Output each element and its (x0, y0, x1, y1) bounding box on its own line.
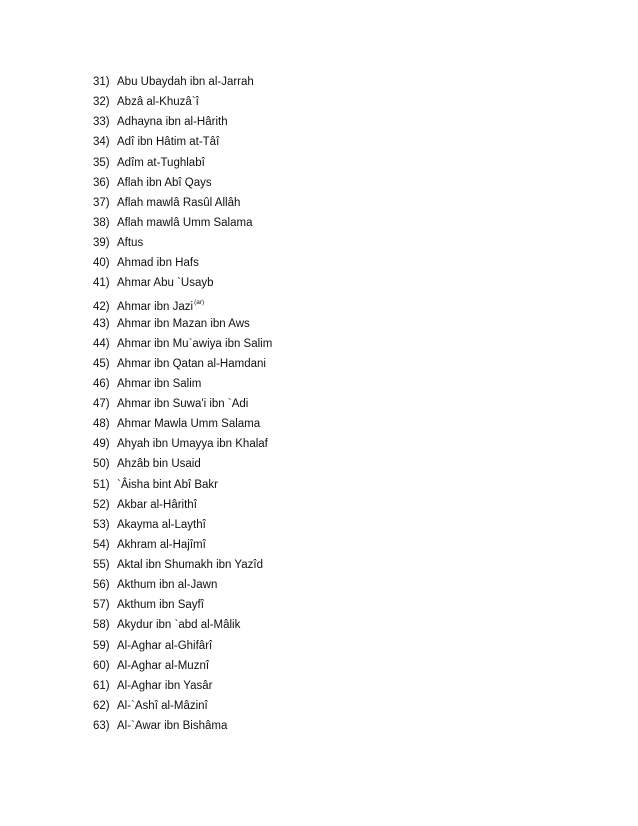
item-number: 49) (93, 438, 110, 451)
item-number: 59) (93, 639, 110, 652)
item-name: Adhayna ibn al-Hârith (117, 116, 228, 129)
list-item (93, 434, 272, 454)
item-number: 57) (93, 599, 110, 612)
item-name: Ahzâb bin Usaid (117, 458, 201, 471)
list-item (93, 716, 272, 736)
item-name: Abzâ al-Khuzâ`î (117, 96, 199, 109)
list-item (93, 676, 272, 696)
item-number: 46) (93, 377, 110, 390)
item-number: 41) (93, 277, 110, 290)
item-name: Ahmar ibn Jazi (117, 301, 194, 314)
list-item (93, 615, 272, 635)
item-name: Adî ibn Hâtim at-Tâî (117, 136, 220, 149)
item-number: 56) (93, 579, 110, 592)
list-item (93, 636, 272, 656)
item-number: 40) (93, 257, 110, 270)
item-name: Aftus (117, 237, 144, 249)
item-number: 33) (93, 116, 110, 129)
list-item (93, 354, 272, 374)
list-item (93, 253, 272, 273)
item-number: 51) (93, 478, 110, 491)
item-number: 44) (93, 337, 110, 350)
item-name: Al-`Ashî al-Mâzinî (117, 699, 208, 712)
list-item (93, 575, 272, 595)
item-number: 47) (93, 398, 110, 410)
list-item (93, 595, 272, 615)
item-number: 42) (93, 301, 110, 314)
list-item (93, 696, 272, 716)
item-name: Al-Aghar al-Muznî (117, 659, 210, 672)
item-name: Ahmar Abu `Usayb (117, 277, 214, 290)
item-name: Akthum ibn Sayfî (117, 599, 204, 612)
list-item (93, 394, 272, 414)
list-item (93, 92, 272, 112)
list-item (93, 414, 272, 434)
item-number: 63) (93, 720, 110, 732)
item-name: Ahyah ibn Umayya ibn Khalaf (117, 438, 268, 451)
item-name: Aflah ibn Abî Qays (117, 176, 212, 189)
item-name: Aflah mawlâ Rasûl Allâh (117, 196, 241, 209)
item-number: 54) (93, 538, 110, 551)
list-item (93, 374, 272, 394)
item-name: Ahmar Mawla Umm Salama (117, 418, 261, 431)
item-name: Ahmad ibn Hafs (117, 257, 199, 270)
item-number: 61) (93, 679, 110, 692)
list-item (93, 293, 272, 313)
list-item (93, 515, 272, 535)
item-name: `Âisha bint Abî Bakr (117, 478, 218, 491)
item-number: 37) (93, 196, 110, 209)
list-item (93, 193, 272, 213)
item-name: Adîm at-Tughlabî (117, 156, 205, 169)
item-number: 32) (93, 96, 110, 109)
item-number: 43) (93, 317, 110, 330)
item-number: 60) (93, 659, 110, 672)
item-number: 34) (93, 136, 110, 149)
list-item (93, 213, 272, 233)
item-number: 45) (93, 357, 110, 370)
item-name: Akydur ibn `abd al-Mâlik (117, 619, 241, 632)
item-number: 38) (93, 216, 110, 229)
item-name: Aflah mawlâ Umm Salama (117, 216, 253, 229)
item-name: Ahmar ibn Mu`awiya ibn Salim (117, 337, 273, 350)
list-item (93, 132, 272, 152)
list-item (93, 475, 272, 495)
numbered-name-list (93, 72, 272, 736)
item-name: Ahmar ibn Salim (117, 377, 202, 390)
list-item (93, 173, 272, 193)
item-number: 55) (93, 559, 110, 571)
list-item (93, 495, 272, 515)
item-name: Akayma al-Laythî (117, 518, 206, 531)
item-name: Ahmar ibn Suwa'i ibn `Adi (117, 398, 249, 410)
item-number: 53) (93, 518, 110, 531)
list-item (93, 454, 272, 474)
item-name: Al-Aghar ibn Yasâr (117, 679, 213, 692)
item-name: Al-Aghar al-Ghifârî (117, 639, 213, 652)
item-superscript: (ar) (194, 299, 205, 307)
item-number: 62) (93, 699, 110, 712)
list-item (93, 112, 272, 132)
item-number: 31) (93, 76, 110, 88)
item-name: Abu Ubaydah ibn al-Jarrah (117, 76, 254, 88)
list-item (93, 334, 272, 354)
item-name: Akthum ibn al-Jawn (117, 579, 218, 592)
item-number: 48) (93, 418, 110, 431)
list-item (93, 656, 272, 676)
item-name: Al-`Awar ibn Bishâma (117, 720, 228, 732)
item-number: 35) (93, 156, 110, 169)
list-item (93, 72, 272, 92)
item-number: 58) (93, 619, 110, 632)
list-item (93, 233, 272, 253)
item-number: 36) (93, 176, 110, 189)
item-name: Ahmar ibn Mazan ibn Aws (117, 317, 250, 330)
item-name: Aktal ibn Shumakh ibn Yazîd (117, 559, 263, 571)
item-number: 52) (93, 498, 110, 511)
list-item (93, 535, 272, 555)
item-number: 39) (93, 237, 110, 249)
item-name: Ahmar ibn Qatan al-Hamdani (117, 357, 266, 370)
list-item (93, 153, 272, 173)
list-item (93, 555, 272, 575)
item-name: Akhram al-Hajîmî (117, 538, 206, 551)
list-item (93, 314, 272, 334)
item-name: Akbar al-Hârithî (117, 498, 197, 511)
item-number: 50) (93, 458, 110, 471)
list-item (93, 273, 272, 293)
